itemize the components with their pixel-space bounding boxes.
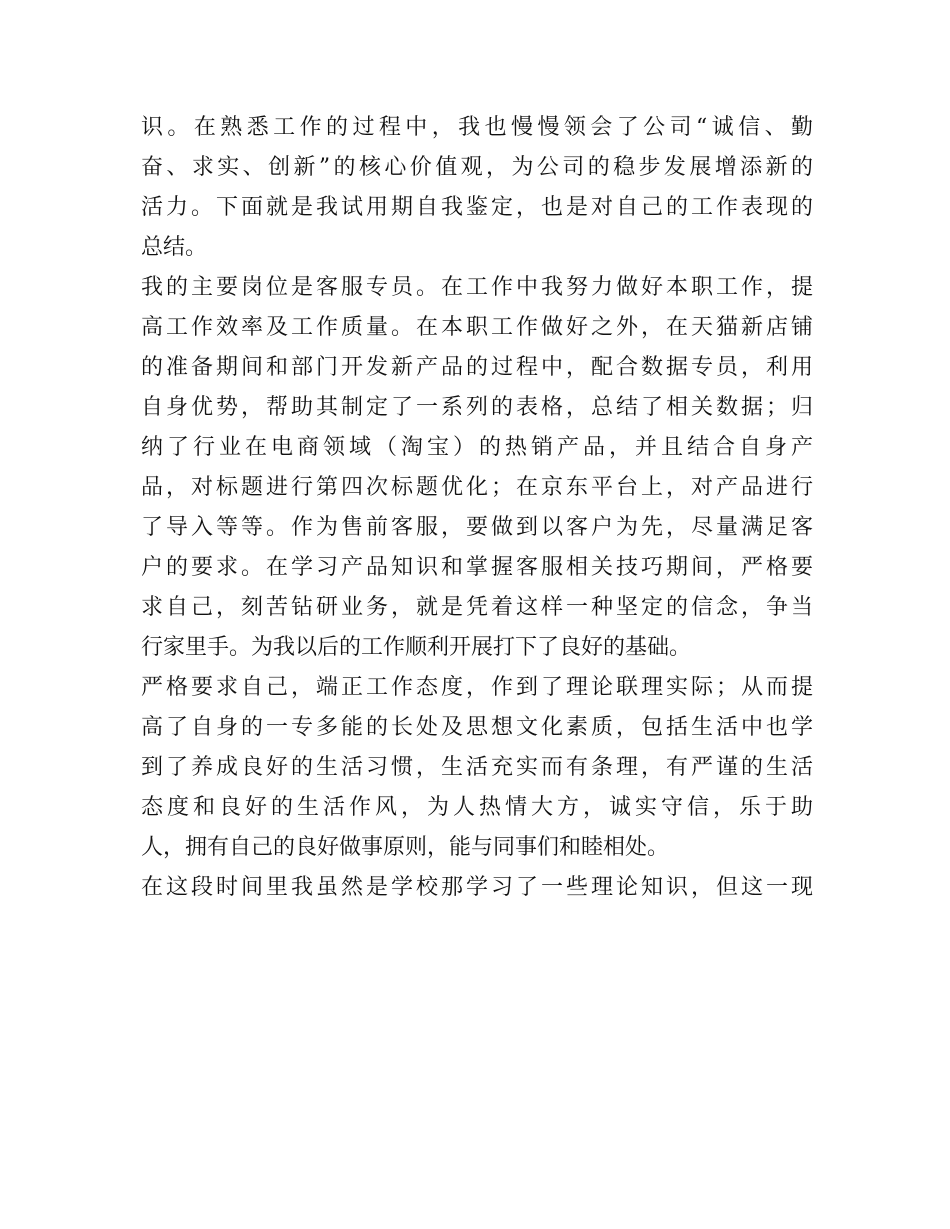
text-line: 行家里手。为我以后的工作顺利开展打下了良好的基础。 [141,635,692,660]
text-line: 态度和良好的生活作风，为人热情大方，诚实守信，乐于助 [141,795,813,820]
text-line: 我的主要岗位是客服专员。在工作中我努力做好本职工作，提 [141,275,813,300]
text-line: 在这段时间里我虽然是学校那学习了一些理论知识，但这一现 [141,875,813,900]
text-line: 到了养成良好的生活习惯，生活充实而有条理，有严谨的生活 [141,755,813,780]
text-line: 总结。 [141,235,208,260]
text-line: 了导入等等。作为售前客服，要做到以客户为先，尽量满足客 [141,515,813,540]
text-line: 求自己，刻苦钻研业务，就是凭着这样一种坚定的信念，争当 [141,595,813,620]
text-line: 自身优势，帮助其制定了一系列的表格，总结了相关数据；归 [141,395,813,420]
text-line: 品，对标题进行第四次标题优化；在京东平台上，对产品进行 [141,475,813,500]
text-line: 的准备期间和部门开发新产品的过程中，配合数据专员，利用 [141,355,813,380]
text-line: 识。在熟悉工作的过程中，我也慢慢领会了公司“诚信、勤 [141,115,813,140]
text-line: 严格要求自己，端正工作态度，作到了理论联理实际；从而提 [141,675,813,700]
text-line: 高了自身的一专多能的长处及思想文化素质，包括生活中也学 [141,715,813,740]
text-line: 户的要求。在学习产品知识和掌握客服相关技巧期间，严格要 [141,555,813,580]
document-body [141,108,813,908]
paragraph-4 [141,868,813,908]
text-line: 纳了行业在电商领域（淘宝）的热销产品，并且结合自身产 [141,435,813,460]
text-line: 活力。下面就是我试用期自我鉴定，也是对自己的工作表现的 [141,195,813,220]
paragraph-3 [141,668,813,868]
text-line: 人，拥有自己的良好做事原则，能与同事们和睦相处。 [141,835,670,860]
text-line: 高工作效率及工作质量。在本职工作做好之外，在天猫新店铺 [141,315,813,340]
paragraph-1 [141,108,813,268]
paragraph-2 [141,268,813,668]
text-line: 奋、求实、创新”的核心价值观，为公司的稳步发展增添新的 [141,155,813,180]
